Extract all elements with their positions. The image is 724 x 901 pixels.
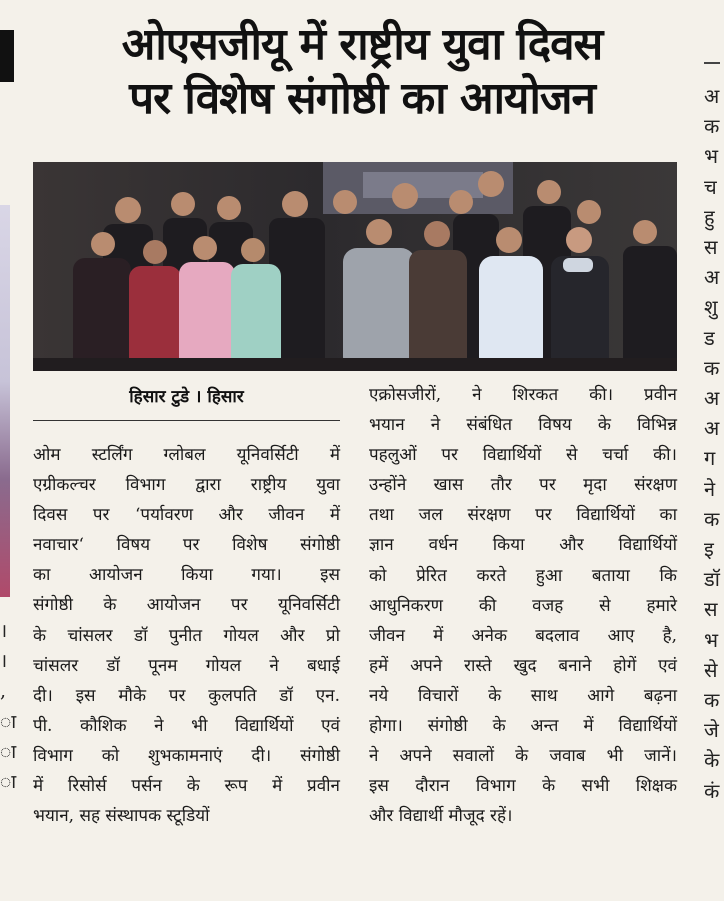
adjacent-text-fragment: क	[704, 688, 720, 712]
article-text-line: होगा। संगोष्ठी के अन्त में विद्यार्थियों	[369, 716, 677, 737]
article-text-line: में रिसोर्स पर्सन के रूप में प्रवीन	[33, 776, 340, 797]
adjacent-headline-fragment	[0, 30, 14, 82]
article-text-line: उन्होंने खास तौर पर मृदा संरक्षण	[369, 475, 677, 496]
adjacent-text-fragment: हु	[704, 204, 715, 229]
article-text-line: दिवस पर ‘पर्यावरण और जीवन में	[33, 505, 340, 526]
article-text-line: हमें अपने रास्ते खुद बनाने होगें एवं	[369, 655, 677, 676]
article-text-line: पी. कौशिक ने भी विद्यार्थियों एवं	[33, 715, 340, 736]
article-text-line: नये विचारों के साथ आगे बढ़ना	[369, 685, 677, 706]
article-text-line: विभाग को शुभकामनाएं दी। संगोष्ठी	[33, 745, 340, 766]
adjacent-text-fragment: स	[704, 235, 718, 259]
article-text-line: भयान, सह संस्थापक स्टूडियों	[33, 806, 210, 827]
adjacent-text-fragment: डॉ	[704, 567, 720, 592]
adjacent-text-fragment: च	[704, 174, 717, 199]
adjacent-text-fragment: से	[704, 657, 718, 682]
headline-line-1: ओएसजीयू में राष्ट्रीय युवा दिवस	[121, 19, 603, 70]
adjacent-text-fragment: भ	[704, 627, 719, 652]
adjacent-text-fragment: भ	[704, 144, 719, 169]
adjacent-text-fragment: स	[704, 597, 718, 622]
article-text-line: इस दौरान विभाग के सभी शिक्षक	[369, 776, 677, 797]
adjacent-text-fragment: अ	[704, 416, 720, 441]
adjacent-text-fragment: अ	[704, 84, 720, 108]
adjacent-text-fragment: क	[704, 506, 720, 531]
article-text-line: के चांसलर डॉ पुनीत गोयल और प्रो	[33, 625, 340, 646]
article-text-line: तथा जल संरक्षण पर विद्यार्थियों का	[369, 505, 677, 526]
adjacent-text-fragment: ।	[0, 620, 8, 642]
article-text-line: एग्रीकल्चर विभाग द्वारा राष्ट्रीय युवा	[33, 475, 340, 496]
adjacent-text-fragment: ग	[704, 446, 716, 471]
article-text-line: पहलुओं पर विद्यार्थियों से चर्चा की।	[369, 445, 677, 466]
article-text-line: जीवन में अनेक बदलाव आए है,	[369, 625, 677, 646]
adjacent-text-fragment: ड	[704, 325, 715, 350]
article-text-line: एक्रोसजीरों, ने शिरकत की। प्रवीन	[369, 385, 677, 405]
group-photo-icon	[33, 162, 677, 371]
article-text-line: ओम स्टर्लिंग ग्लोबल यूनिवर्सिटी में	[33, 445, 340, 465]
article-text-line: ज्ञान वर्धन किया और विद्यार्थियों	[369, 535, 677, 556]
adjacent-text-fragment: कं	[704, 778, 720, 803]
adjacent-rule	[704, 62, 720, 64]
article-text-line: ने अपने सवालों के जवाब भी जानें।	[369, 746, 677, 767]
adjacent-text-fragment: के	[704, 748, 720, 773]
article-column-1	[33, 440, 340, 831]
adjacent-photo-edge	[0, 205, 10, 597]
adjacent-text-fragment: इ	[704, 537, 714, 561]
adjacent-text-fragment: ा	[0, 771, 17, 793]
adjacent-text-fragment: ।	[0, 650, 8, 673]
adjacent-text-fragment: क	[704, 114, 720, 139]
article-headline	[24, 18, 700, 126]
article-photo	[33, 162, 677, 371]
article-column-2	[369, 380, 677, 831]
article-text-line: और विद्यार्थी मौजूद रहें।	[369, 806, 513, 827]
article-text-line: नवाचार‘ विषय पर विशेष संगोष्ठी	[33, 535, 340, 556]
article-text-line: का आयोजन किया गया। इस	[33, 565, 340, 586]
article-text-line: आधुनिकरण की वजह से हमारे	[369, 595, 677, 616]
adjacent-text-fragment: अ	[704, 386, 720, 410]
adjacent-text-fragment: जे	[704, 718, 719, 743]
article-text-line: दी। इस मौके पर कुलपति डॉ एन.	[33, 685, 340, 706]
adjacent-text-fragment: ने	[704, 476, 716, 501]
article-text-line: को प्रेरित करते हुआ बताया कि	[369, 565, 677, 586]
article-byline: हिसार टुडे । हिसार	[129, 387, 244, 407]
adjacent-text-fragment: अ	[704, 265, 720, 290]
adjacent-text-fragment: क	[704, 355, 720, 380]
adjacent-text-fragment: ा	[0, 710, 17, 733]
byline-divider	[33, 420, 340, 421]
headline-line-2: पर विशेष संगोष्ठी का आयोजन	[129, 73, 595, 124]
article-text-line: चांसलर डॉ पूनम गोयल ने बधाई	[33, 655, 340, 676]
adjacent-column-right	[698, 0, 720, 901]
adjacent-text-fragment: ,	[0, 680, 7, 703]
article-text-line: भयान ने संबंधित विषय के विभिन्न	[369, 415, 677, 436]
adjacent-text-fragment: ा	[0, 740, 17, 763]
article-text-line: संगोष्ठी के आयोजन पर यूनिवर्सिटी	[33, 595, 340, 616]
adjacent-column-left	[0, 0, 22, 901]
adjacent-text-fragment: शु	[704, 295, 718, 320]
